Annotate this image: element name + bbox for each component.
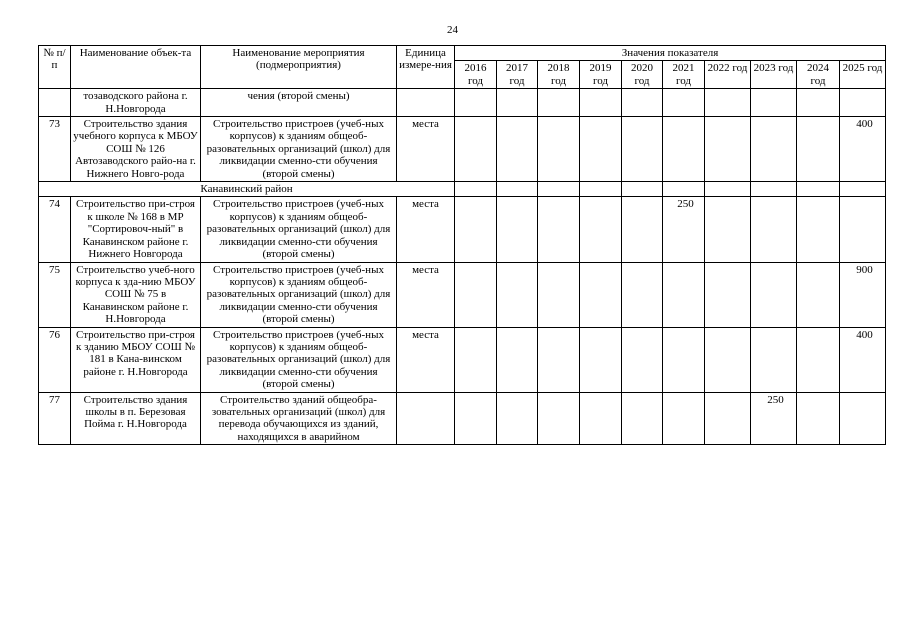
- header-year: 2018 год: [538, 61, 580, 89]
- value-cell: [797, 197, 840, 262]
- empty-cell: [797, 182, 840, 197]
- value-cell: [538, 197, 580, 262]
- value-cell: [580, 392, 622, 445]
- empty-cell: [538, 182, 580, 197]
- section-title: Канавинский район: [39, 182, 455, 197]
- value-cell: [538, 327, 580, 392]
- unit-cell: места: [397, 117, 455, 182]
- empty-cell: [580, 182, 622, 197]
- row-number: 77: [39, 392, 71, 445]
- value-cell: [797, 327, 840, 392]
- value-cell: [497, 327, 538, 392]
- header-year: 2022 год: [705, 61, 751, 89]
- header-object: Наименование объек-та: [71, 46, 201, 89]
- value-cell: [497, 89, 538, 117]
- row-number: 75: [39, 262, 71, 327]
- value-cell: [455, 89, 497, 117]
- value-cell: [455, 392, 497, 445]
- value-cell: [538, 262, 580, 327]
- value-cell: [497, 262, 538, 327]
- value-cell: [622, 392, 663, 445]
- value-cell: [705, 392, 751, 445]
- empty-cell: [705, 182, 751, 197]
- value-cell: [705, 262, 751, 327]
- table-row: [39, 327, 886, 392]
- value-cell: [580, 197, 622, 262]
- value-cell: [538, 89, 580, 117]
- value-cell: [840, 89, 886, 117]
- value-cell: [705, 89, 751, 117]
- value-cell: [797, 117, 840, 182]
- value-cell: 400: [840, 327, 886, 392]
- event-name: чения (второй смены): [201, 89, 397, 117]
- value-cell: 250: [751, 392, 797, 445]
- event-name: Строительство пристроев (учеб-ных корпусов) к зданиям общеоб-разовательных организаций (школ) для ликвидации сменно-сти обучения (второй смены): [201, 327, 397, 392]
- empty-cell: [663, 182, 705, 197]
- empty-cell: [622, 182, 663, 197]
- unit-cell: места: [397, 197, 455, 262]
- indicator-table: [38, 45, 886, 445]
- event-name: Строительство пристроев (учеб-ных корпусов) к зданиям общеоб-разовательных организаций (школ) для ликвидации сменно-сти обучения (второй смены): [201, 262, 397, 327]
- value-cell: [797, 89, 840, 117]
- value-cell: [455, 117, 497, 182]
- empty-cell: [751, 182, 797, 197]
- value-cell: [497, 392, 538, 445]
- row-number: 76: [39, 327, 71, 392]
- unit-cell: [397, 89, 455, 117]
- value-cell: [580, 117, 622, 182]
- object-name: тозаводского района г. Н.Новгорода: [71, 89, 201, 117]
- header-unit: Единица измере-ния: [397, 46, 455, 89]
- header-year: 2016 год: [455, 61, 497, 89]
- value-cell: [751, 262, 797, 327]
- table-row: [39, 197, 886, 262]
- header-row-top: [39, 46, 886, 61]
- value-cell: [751, 117, 797, 182]
- header-year: 2019 год: [580, 61, 622, 89]
- value-cell: [497, 197, 538, 262]
- empty-cell: [455, 182, 497, 197]
- table-row: [39, 262, 886, 327]
- value-cell: [622, 197, 663, 262]
- value-cell: [455, 327, 497, 392]
- value-cell: [705, 117, 751, 182]
- unit-cell: [397, 392, 455, 445]
- value-cell: [705, 327, 751, 392]
- header-year: 2017 год: [497, 61, 538, 89]
- empty-cell: [840, 182, 886, 197]
- value-cell: [622, 262, 663, 327]
- value-cell: 900: [840, 262, 886, 327]
- value-cell: [840, 392, 886, 445]
- object-name: Строительство при-строя к школе № 168 в МР "Сортировоч-ный" в Канавинском районе г. Нижнего Новгорода: [71, 197, 201, 262]
- value-cell: [751, 197, 797, 262]
- value-cell: [538, 117, 580, 182]
- value-cell: [840, 197, 886, 262]
- table-body: [39, 89, 886, 445]
- empty-cell: [497, 182, 538, 197]
- row-number: 74: [39, 197, 71, 262]
- value-cell: [705, 197, 751, 262]
- value-cell: [497, 117, 538, 182]
- header-values: Значения показателя: [455, 46, 886, 61]
- object-name: Строительство здания школы в п. Березовая Пойма г. Н.Новгорода: [71, 392, 201, 445]
- row-number: [39, 89, 71, 117]
- value-cell: [663, 327, 705, 392]
- value-cell: [580, 89, 622, 117]
- object-name: Строительство учеб-ного корпуса к зда-нию МБОУ СОШ № 75 в Канавинском районе г. Н.Новгорода: [71, 262, 201, 327]
- header-year: 2020 год: [622, 61, 663, 89]
- unit-cell: места: [397, 327, 455, 392]
- value-cell: [580, 262, 622, 327]
- table-row: [39, 392, 886, 445]
- header-year: 2025 год: [840, 61, 886, 89]
- value-cell: [622, 89, 663, 117]
- value-cell: [751, 327, 797, 392]
- table-row: [39, 117, 886, 182]
- value-cell: [455, 197, 497, 262]
- page-number: 24: [447, 24, 458, 36]
- value-cell: [797, 392, 840, 445]
- object-name: Строительство здания учебного корпуса к МБОУ СОШ № 126 Автозаводского райо-на г. Нижнего Новго-рода: [71, 117, 201, 182]
- table-row: [39, 89, 886, 117]
- value-cell: [538, 392, 580, 445]
- header-year: 2021 год: [663, 61, 705, 89]
- value-cell: [622, 327, 663, 392]
- row-number: 73: [39, 117, 71, 182]
- header-year: 2023 год: [751, 61, 797, 89]
- value-cell: [455, 262, 497, 327]
- value-cell: [580, 327, 622, 392]
- value-cell: [663, 262, 705, 327]
- header-num: № п/п: [39, 46, 71, 89]
- value-cell: [663, 392, 705, 445]
- value-cell: [797, 262, 840, 327]
- header-year: 2024 год: [797, 61, 840, 89]
- header-event: Наименование мероприятия (подмероприятия): [201, 46, 397, 89]
- value-cell: [622, 117, 663, 182]
- event-name: Строительство пристроев (учеб-ных корпусов) к зданиям общеоб-разовательных организаций (школ) для ликвидации сменно-сти обучения (второй смены): [201, 197, 397, 262]
- value-cell: [751, 89, 797, 117]
- section-row: [39, 182, 886, 197]
- value-cell: [663, 89, 705, 117]
- value-cell: 250: [663, 197, 705, 262]
- value-cell: [663, 117, 705, 182]
- value-cell: 400: [840, 117, 886, 182]
- event-name: Строительство пристроев (учеб-ных корпусов) к зданиям общеоб-разовательных организаций (школ) для ликвидации сменно-сти обучения (второй смены): [201, 117, 397, 182]
- unit-cell: места: [397, 262, 455, 327]
- event-name: Строительство зданий общеобра-зовательных организаций (школ) для перевода обучающихся из зданий, находящихся в аварийном: [201, 392, 397, 445]
- object-name: Строительство при-строя к зданию МБОУ СОШ № 181 в Кана-винском районе г. Н.Новгорода: [71, 327, 201, 392]
